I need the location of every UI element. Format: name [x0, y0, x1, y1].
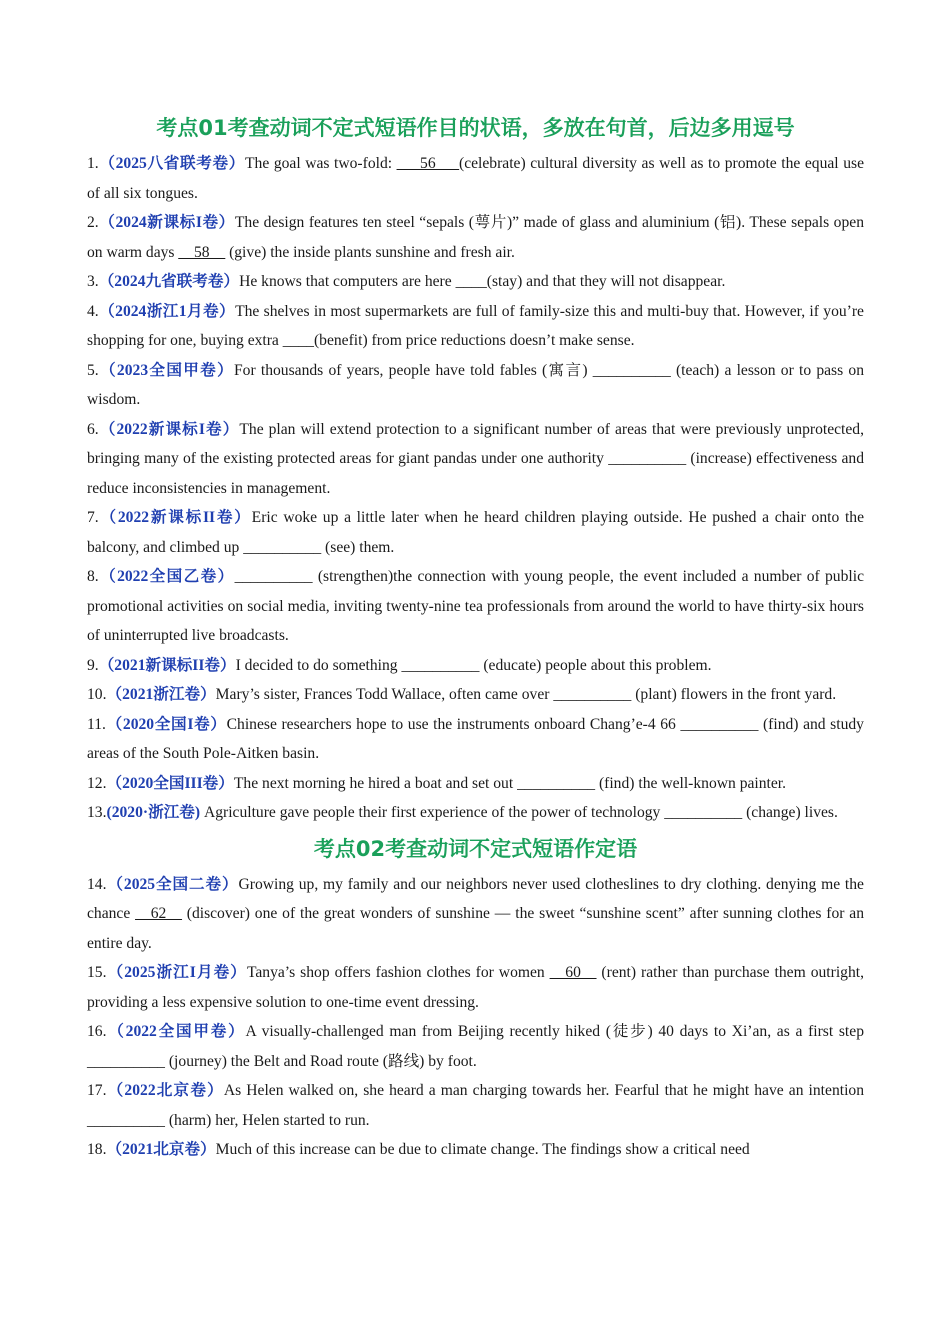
question-text: The shelves in most supermarkets are full of family-size this and multi-buy that. However, if you’re shopping for one, buying extra: [87, 302, 864, 349]
question-source: （2020全国I卷）: [105, 715, 227, 733]
question-number: 14.: [87, 875, 107, 893]
question-15: [87, 958, 864, 1017]
question-number: 17.: [87, 1082, 107, 1099]
question-1: [87, 149, 864, 208]
question-13: [87, 798, 864, 828]
question-text: (strengthen)the connection with young people, the event included a number of public promotional activities on social media, inviting twenty-nine tea professionals from around the world to have thirty-six hours of uninterrupted live broadcasts.: [87, 568, 864, 644]
answer-blank[interactable]: __________: [553, 686, 632, 703]
answer-blank[interactable]: __________: [664, 804, 743, 821]
question-text: Tanya’s shop offers fashion clothes for women: [246, 964, 550, 981]
question-text: The next morning he hired a boat and set out: [233, 774, 518, 792]
question-source: （2024新课标I卷）: [98, 214, 235, 231]
question-text: Mary’s sister, Frances Todd Wallace, often came over: [215, 686, 554, 703]
answer-blank[interactable]: __________: [234, 568, 313, 585]
answer-blank[interactable]: __________: [243, 538, 322, 556]
question-text: Growing up, my family and our neighbors never used clotheslines to dry clothing. denying me the chance: [87, 875, 864, 922]
question-number: 16.: [87, 1023, 107, 1040]
question-4: [87, 297, 864, 356]
question-text: As Helen walked on, she heard a man charging towards her. Fearful that he might have an intention: [223, 1082, 864, 1099]
question-source: （2024浙江1月卷）: [98, 302, 236, 320]
section-1-heading: 考点01考查动词不定式短语作目的状语，多放在句首，后边多用逗号: [156, 116, 795, 140]
document-content: [87, 113, 864, 1165]
question-2: [87, 208, 864, 267]
question-text: (increase) effectiveness and reduce inconsistencies in management.: [87, 450, 864, 497]
question-source: （2022新课标I卷）: [98, 420, 240, 438]
question-text: (discover) one of the great wonders of sunshine — the sweet “sunshine scent” after sunning clothes for an entire day.: [87, 905, 864, 952]
question-source: （2022全国甲卷）: [106, 1023, 246, 1040]
question-number: 10.: [87, 686, 107, 703]
question-number: 15.: [87, 964, 107, 981]
question-number: 8.: [87, 568, 99, 585]
answer-blank[interactable]: __________: [87, 1052, 165, 1070]
question-text: (rent) rather than purchase them outright, providing a less expensive solution to one-time event dressing.: [87, 964, 864, 1011]
question-number: 2.: [87, 214, 99, 231]
question-number: 13.: [87, 804, 107, 821]
question-text: For thousands of years, people have told fables (寓言): [233, 361, 593, 379]
question-text: (celebrate) cultural diversity as well as to promote the equal use of all six tongues.: [87, 155, 864, 202]
question-text: The design features ten steel “sepals (萼片)” made of glass and aluminium (铝). These sepals open on warm days: [87, 214, 864, 261]
question-number: 12.: [87, 774, 107, 792]
question-number: 6.: [87, 420, 99, 438]
question-source: （2023全国甲卷）: [98, 361, 234, 379]
question-3: [87, 267, 864, 297]
question-source: （2022新课标II卷）: [98, 509, 252, 526]
answer-blank[interactable]: __________: [401, 656, 480, 674]
question-16: [87, 1017, 864, 1076]
question-source: （2020全国III卷）: [106, 774, 234, 792]
answer-blank[interactable]: __________: [517, 774, 596, 792]
question-9: [87, 651, 864, 681]
question-5: [87, 356, 864, 415]
answer-blank[interactable]: ____: [282, 332, 314, 349]
question-10: [87, 680, 864, 710]
question-text: Eric woke up a little later when he heard children playing outside. He pushed a chair onto the balcony, and climbed up: [87, 509, 864, 556]
question-text: He knows that computers are here: [239, 273, 456, 290]
question-text: (educate) people about this problem.: [479, 656, 712, 674]
question-text: Much of this increase can be due to climate change. The findings show a critical need: [215, 1141, 750, 1158]
question-number: 4.: [87, 302, 99, 320]
question-text: Agriculture gave people their first experience of the power of technology: [200, 804, 665, 821]
question-number: 11.: [87, 715, 106, 733]
question-text: (find) and study areas of the South Pole-Aitken basin.: [87, 715, 864, 762]
answer-blank[interactable]: __________: [592, 361, 671, 379]
question-number: 18.: [87, 1141, 107, 1158]
question-number: 5.: [87, 361, 99, 379]
question-text: (give) the inside plants sunshine and fresh air.: [225, 243, 515, 261]
question-text: (see) them.: [321, 538, 395, 556]
question-text: I decided to do something: [235, 656, 402, 674]
question-text: (stay) and that they will not disappear.: [486, 273, 726, 290]
question-source: （2021浙江卷）: [106, 686, 216, 703]
answer-blank[interactable]: __________: [87, 1111, 165, 1129]
question-number: 1.: [87, 155, 99, 172]
question-text: Chinese researchers hope to use the instruments onboard Chang’e-4 66: [226, 715, 681, 733]
question-8: [87, 562, 864, 651]
answer-blank[interactable]: __62__: [135, 905, 182, 922]
question-text: (change) lives.: [742, 804, 838, 821]
question-text: (journey) the Belt and Road route (路线) by foot.: [164, 1052, 477, 1070]
question-text: The goal was two-fold:: [245, 155, 397, 172]
answer-blank[interactable]: __58__: [178, 243, 226, 261]
question-text: (plant) flowers in the front yard.: [631, 686, 837, 703]
section-2-heading: 考点02考查动词不定式短语作定语: [313, 836, 638, 861]
question-text: (harm) her, Helen started to run.: [164, 1111, 370, 1129]
question-source: （2025八省联考卷）: [98, 155, 246, 172]
question-7: [87, 503, 864, 562]
question-number: 9.: [87, 656, 99, 674]
question-source: （2021新课标II卷）: [98, 656, 236, 674]
question-source: （2024九省联考卷）: [98, 273, 240, 290]
question-number: 7.: [87, 509, 99, 526]
question-text: (benefit) from price reductions doesn’t make sense.: [313, 332, 635, 349]
question-18: [87, 1135, 864, 1165]
question-12: [87, 769, 864, 799]
answer-blank[interactable]: __60__: [549, 964, 597, 981]
answer-blank[interactable]: __________: [680, 715, 759, 733]
question-source: （2021北京卷）: [106, 1141, 216, 1158]
answer-blank[interactable]: __________: [608, 450, 687, 467]
question-source: （2025浙江I月卷）: [106, 964, 247, 981]
question-text: A visually-challenged man from Beijing recently hiked (徒步) 40 days to Xi’an, as a first step: [245, 1023, 864, 1040]
question-source: (2020·浙江卷): [106, 804, 201, 821]
question-text: (teach) a lesson or to pass on wisdom.: [87, 361, 864, 408]
question-source: （2022北京卷）: [106, 1082, 224, 1099]
question-14: [87, 870, 864, 959]
question-11: [87, 710, 864, 769]
question-17: [87, 1076, 864, 1135]
question-source: （2022全国乙卷）: [98, 568, 235, 585]
answer-blank[interactable]: ____: [455, 273, 487, 290]
question-6: [87, 415, 864, 504]
question-number: 3.: [87, 273, 99, 290]
question-source: （2025全国二卷）: [106, 875, 239, 893]
answer-blank[interactable]: ___56___: [396, 155, 460, 172]
question-text: The plan will extend protection to a significant number of areas that were previously unprotected, bringing many of the existing protected areas for giant pandas under one authority: [87, 420, 864, 467]
question-text: (find) the well-known painter.: [595, 774, 787, 792]
